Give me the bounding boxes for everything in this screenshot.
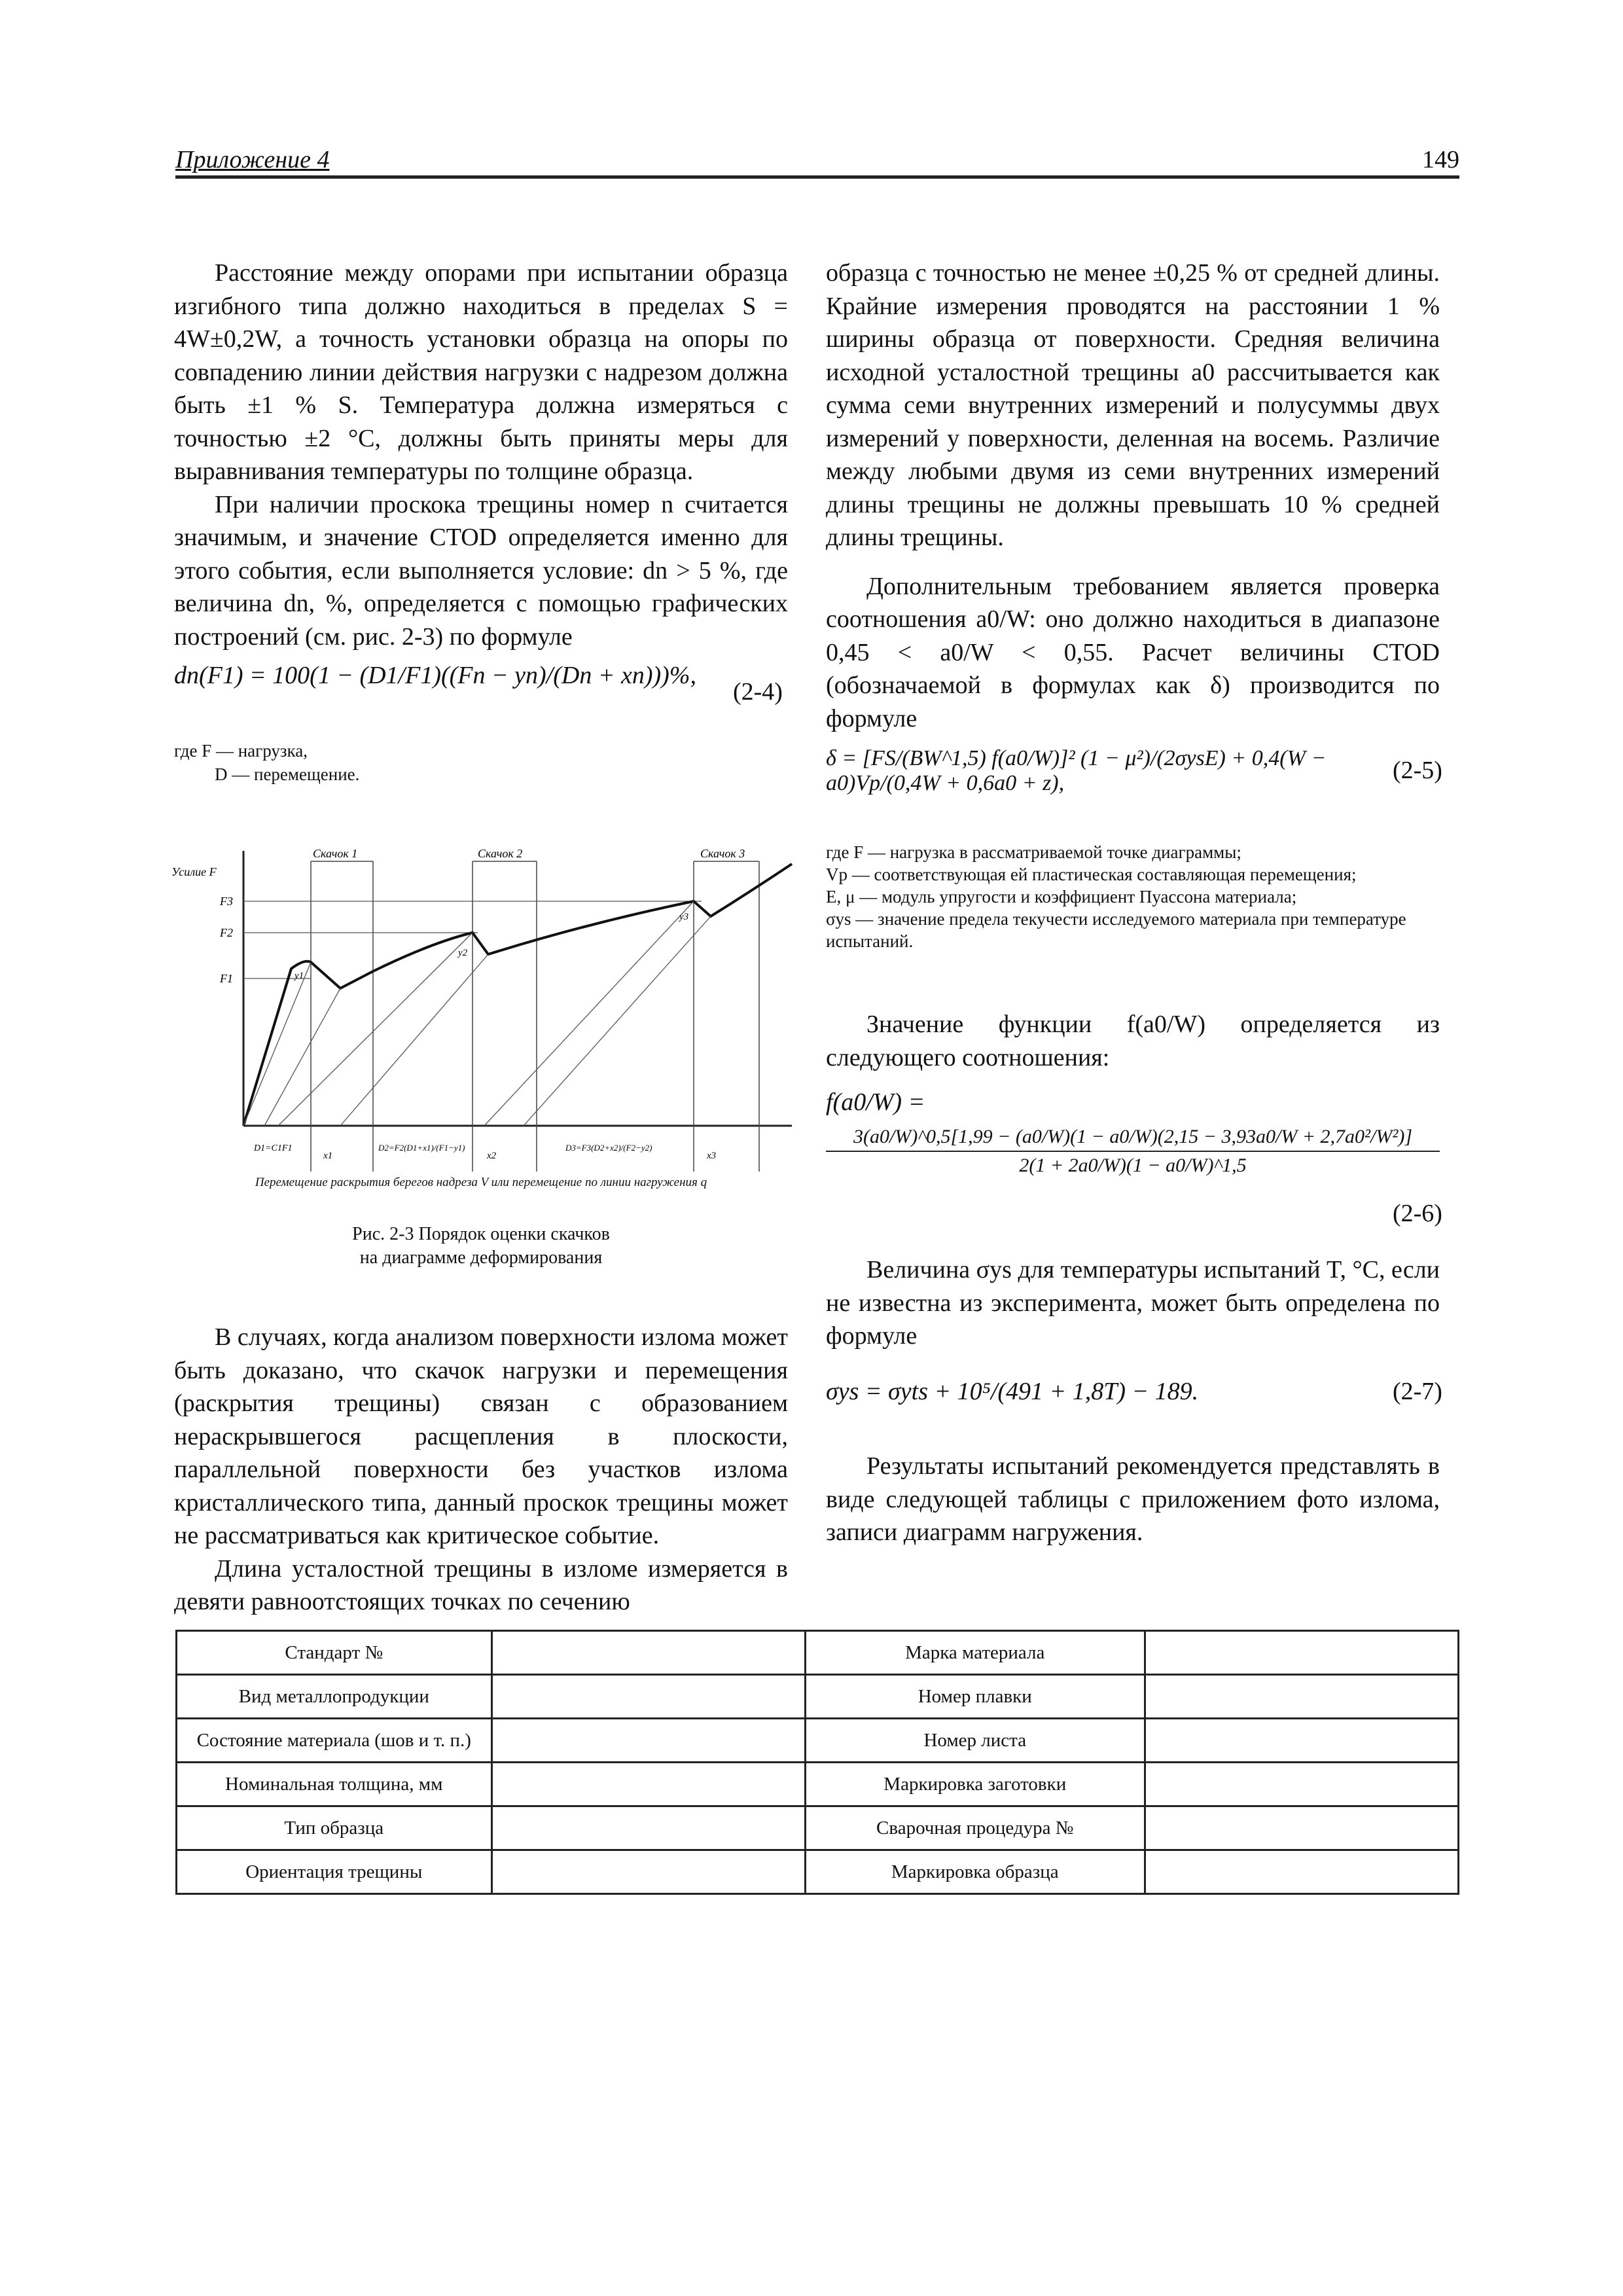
table-label-cell: Маркировка заготовки (805, 1763, 1145, 1806)
x2-label: x2 (487, 1151, 497, 1161)
table-label-cell: Ориентация трещины (177, 1850, 492, 1894)
where-f-load: где F — нагрузка в рассматриваемой точке диаграммы; (826, 842, 1241, 862)
right-paragraph-2: Дополнительным требованием является проверка соотношения a0/W: оно должно находиться в диапазоне 0,45 < a0/W < 0,55. Расчет величины CTOD (обозначаемой в формулах как δ) производится по формуле (826, 572, 1440, 732)
load-curve (243, 864, 792, 1126)
y-axis-label: Усилие F (171, 865, 217, 878)
equation-2-4-number: (2-4) (733, 678, 783, 706)
table-value-cell[interactable] (491, 1631, 805, 1675)
equation-2-6-numerator: 3(a0/W)^0,5[1,99 − (a0/W)(1 − a0/W)(2,15 − 3,93a0/W + 2,7a0²/W²)] (826, 1126, 1440, 1152)
y1-label: y1 (294, 971, 304, 981)
right-paragraph-4: Величина σys для температуры испытаний T, °С, если не известна из эксперимента, может быть определена по формуле (826, 1256, 1440, 1350)
figure-x-axis-label: Перемещение раскрытия берегов надреза V или перемещение по линии нагружения q (255, 1175, 707, 1189)
y3-label: y3 (679, 912, 689, 922)
left-paragraph-2: При наличии проскока трещины номер n считается значимым, и значение CTOD определяется именно для этого события, если выполняется условие: dn > 5 %, где величина dn, %, определяется с помощью графических построений (см. рис. 2-3) по формуле (174, 490, 788, 651)
table-value-cell[interactable] (491, 1719, 805, 1763)
page-header (175, 145, 1459, 179)
jump-3-label: Скачок 3 (700, 847, 745, 860)
table-label-cell: Вид металлопродукции (177, 1675, 492, 1719)
equation-2-6-number: (2-6) (1393, 1200, 1442, 1227)
right-paragraph-1: образца с точностью не менее ±0,25 % от средней длины. Крайние измерения проводятся на расстоянии 1 % ширины образца от поверхности. Средняя величина исходной усталостной трещины a0 рассчитывается как сумма семи внутренних измерений и полусуммы двух измерений у поверхности, деленная на восемь. Различие между любыми двумя из семи внутренних измерений длины трещины не должны превышать 10 % средней длины трещины. (826, 259, 1440, 551)
table-label-cell: Сварочная процедура № (805, 1806, 1145, 1850)
results-table (175, 1630, 1459, 1895)
right-column (826, 257, 1440, 735)
table-row (177, 1850, 1459, 1894)
equation-2-5: δ = [FS/(BW^1,5) f(a0/W)]² (1 − μ²)/(2σysE) + 0,4(W − a0)Vp/(0,4W + 0,6a0 + z), (826, 746, 1327, 795)
figure-caption-line-1: Рис. 2-3 Порядок оценки скачков (352, 1224, 610, 1244)
figure-caption-line-2: на диаграмме деформирования (359, 1247, 603, 1268)
table-label-cell: Тип образца (177, 1806, 492, 1850)
equation-2-7-number: (2-7) (1393, 1378, 1442, 1405)
equation-2-7: σys = σyts + 10⁵/(491 + 1,8T) − 189. (826, 1378, 1199, 1405)
table-value-cell[interactable] (491, 1763, 805, 1806)
jump-2-label: Скачок 2 (478, 847, 523, 860)
where-d: D — перемещение. (215, 764, 360, 784)
x3-label: x3 (707, 1151, 717, 1161)
table-row (177, 1806, 1459, 1850)
left-paragraph-4: Длина усталостной трещины в изломе измеряется в девяти равноотстоящих точках по сечению (174, 1554, 788, 1615)
table-row (177, 1763, 1459, 1806)
table-value-cell[interactable] (491, 1675, 805, 1719)
x1-label: x1 (323, 1151, 333, 1161)
table-value-cell[interactable] (491, 1806, 805, 1850)
table-row (177, 1675, 1459, 1719)
table-label-cell: Номинальная толщина, мм (177, 1763, 492, 1806)
table-value-cell[interactable] (1145, 1763, 1458, 1806)
table-value-cell[interactable] (1145, 1675, 1458, 1719)
table-label-cell: Стандарт № (177, 1631, 492, 1675)
table-row (177, 1719, 1459, 1763)
right-paragraph-3-wrap (826, 1008, 1440, 1074)
table-value-cell[interactable] (1145, 1719, 1458, 1763)
deformation-diagram (170, 838, 798, 1178)
appendix-title: Приложение 4 (175, 146, 330, 173)
d3-label: D3=F3(D2+x2)/(F2−y2) (565, 1143, 652, 1153)
equation-2-4: dn(F1) = 100(1 − (D1/F1)((Fn − yn)/(Dn + xn)))%, (174, 662, 696, 689)
equation-2-6-lhs: f(a0/W) = (826, 1088, 925, 1116)
left-paragraph-1: Расстояние между опорами при испытании образца изгибного типа должно находиться в пределах S = 4W±0,2W, а точность установки образца на опоры по совпадению линии действия нагрузки с надрезом должна быть ±1 % S. Температура должна измеряться с точностью ±2 °С, должны быть приняты меры для выравнивания температуры по толщине образца. (174, 259, 788, 485)
right-paragraph-5: Результаты испытаний рекомендуется представлять в виде следующей таблицы с приложением фото излома, записи диаграмм нагружения. (826, 1452, 1440, 1546)
f2-label: F2 (220, 926, 233, 939)
table-label-cell: Маркировка образца (805, 1850, 1145, 1894)
table-row (177, 1631, 1459, 1675)
table-value-cell[interactable] (1145, 1806, 1458, 1850)
f3-label: F3 (220, 895, 233, 908)
left-column (174, 257, 788, 653)
right-paragraph-4-wrap (826, 1253, 1440, 1353)
figure-caption (174, 1223, 788, 1270)
table-value-cell[interactable] (1145, 1631, 1458, 1675)
left-paragraph-3: В случаях, когда анализом поверхности излома может быть доказано, что скачок нагрузки и перемещения (раскрытия трещины) связан с образованием нераскрывшегося расщепления в плоскости, параллельной поверхности без участков излома кристаллического типа, данный проскок трещины может не рассматриваться как критическое событие. (174, 1323, 788, 1549)
where-f: где F — нагрузка, (174, 741, 308, 761)
table-value-cell[interactable] (491, 1850, 805, 1894)
f1-label: F1 (220, 972, 233, 985)
jump-1-label: Скачок 1 (313, 847, 358, 860)
page-number: 149 (1422, 146, 1459, 173)
equation-2-5-number: (2-5) (1393, 757, 1442, 784)
where-e-mu: E, μ — модуль упругости и коэффициент Пуассона материала; (826, 887, 1297, 906)
left-column-lower (174, 1321, 788, 1619)
right-paragraph-3: Значение функции f(a0/W) определяется из следующего соотношения: (826, 1011, 1440, 1071)
equation-2-6 (826, 1126, 1440, 1177)
where-vp: Vp — соответствующая ей пластическая составляющая перемещения; (826, 865, 1357, 884)
y2-label: y2 (458, 948, 468, 958)
equation-2-6-denominator: 2(1 + 2a0/W)(1 − a0/W)^1,5 (1019, 1155, 1247, 1176)
table-label-cell: Номер плавки (805, 1675, 1145, 1719)
table-label-cell: Состояние материала (шов и т. п.) (177, 1719, 492, 1763)
table-value-cell[interactable] (1145, 1850, 1458, 1894)
table-label-cell: Марка материала (805, 1631, 1145, 1675)
right-paragraph-5-wrap (826, 1450, 1440, 1549)
where-sigma: σys — значение предела текучести исследуемого материала при температуре испытаний. (826, 909, 1406, 951)
where-list (826, 841, 1440, 952)
d2-label: D2=F2(D1+x1)/(F1−y1) (378, 1143, 465, 1153)
table-label-cell: Номер листа (805, 1719, 1145, 1763)
d1-label: D1=C1F1 (254, 1143, 293, 1153)
